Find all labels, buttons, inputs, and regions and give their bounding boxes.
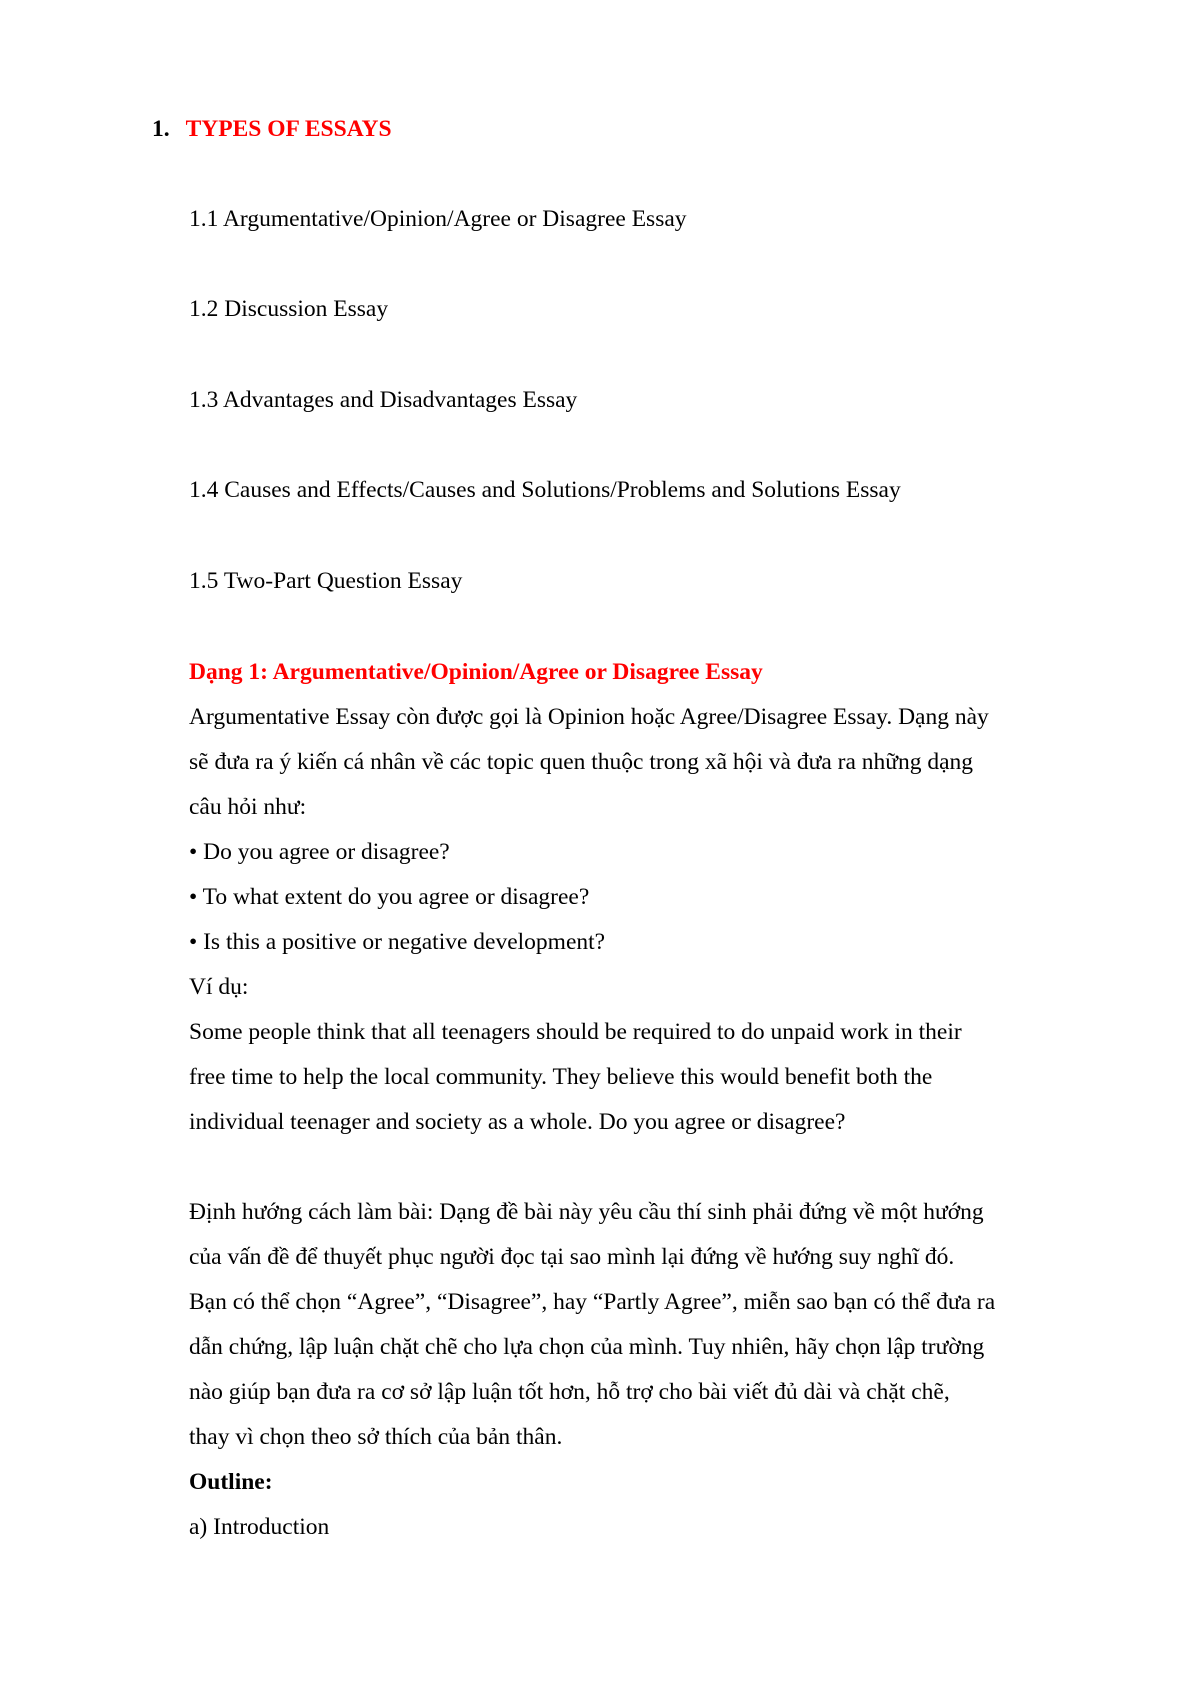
guide-line: của vấn đề để thuyết phục người đọc tại sao mình lại đứng về hướng suy nghĩ đó. [189, 1244, 955, 1270]
question-bullet: • Do you agree or disagree? [189, 839, 450, 865]
outline-item: a) Introduction [189, 1514, 330, 1540]
toc-item: 1.2 Discussion Essay [189, 296, 389, 322]
guide-line: Bạn có thể chọn “Agree”, “Disagree”, hay “Partly Agree”, miễn sao bạn có thể đưa ra [189, 1289, 996, 1315]
example-line: free time to help the local community. They believe this would benefit both the [189, 1064, 933, 1090]
type1-intro-line: Argumentative Essay còn được gọi là Opinion hoặc Agree/Disagree Essay. Dạng này [189, 704, 989, 730]
example-line: Some people think that all teenagers should be required to do unpaid work in their [189, 1019, 962, 1045]
guide-line: dẫn chứng, lập luận chặt chẽ cho lựa chọn của mình. Tuy nhiên, hãy chọn lập trường [189, 1334, 985, 1360]
section-number: 1. [152, 116, 170, 142]
toc-item: 1.5 Two-Part Question Essay [189, 568, 463, 594]
section-heading [152, 114, 392, 144]
toc-item: 1.4 Causes and Effects/Causes and Solutions/Problems and Solutions Essay [189, 477, 901, 503]
question-bullet: • To what extent do you agree or disagree? [189, 884, 590, 910]
type1-intro-line: sẽ đưa ra ý kiến cá nhân về các topic quen thuộc trong xã hội và đưa ra những dạng [189, 749, 974, 775]
guide-line: Định hướng cách làm bài: Dạng đề bài này yêu cầu thí sinh phải đứng về một hướng [189, 1199, 984, 1225]
guide-line: thay vì chọn theo sở thích của bản thân. [189, 1424, 563, 1450]
toc-item: 1.1 Argumentative/Opinion/Agree or Disagree Essay [189, 206, 687, 232]
question-bullet: • Is this a positive or negative development? [189, 929, 606, 955]
section-title: TYPES OF ESSAYS [185, 116, 392, 142]
toc-item: 1.3 Advantages and Disadvantages Essay [189, 387, 578, 413]
type1-intro-line: câu hỏi như: [189, 794, 307, 820]
example-line: individual teenager and society as a whole. Do you agree or disagree? [189, 1109, 846, 1135]
guide-line: nào giúp bạn đưa ra cơ sở lập luận tốt hơn, hỗ trợ cho bài viết đủ dài và chặt chẽ, [189, 1379, 950, 1405]
example-label: Ví dụ: [189, 974, 249, 1000]
outline-label: Outline: [189, 1469, 273, 1495]
type1-heading: Dạng 1: Argumentative/Opinion/Agree or Disagree Essay [189, 659, 763, 685]
